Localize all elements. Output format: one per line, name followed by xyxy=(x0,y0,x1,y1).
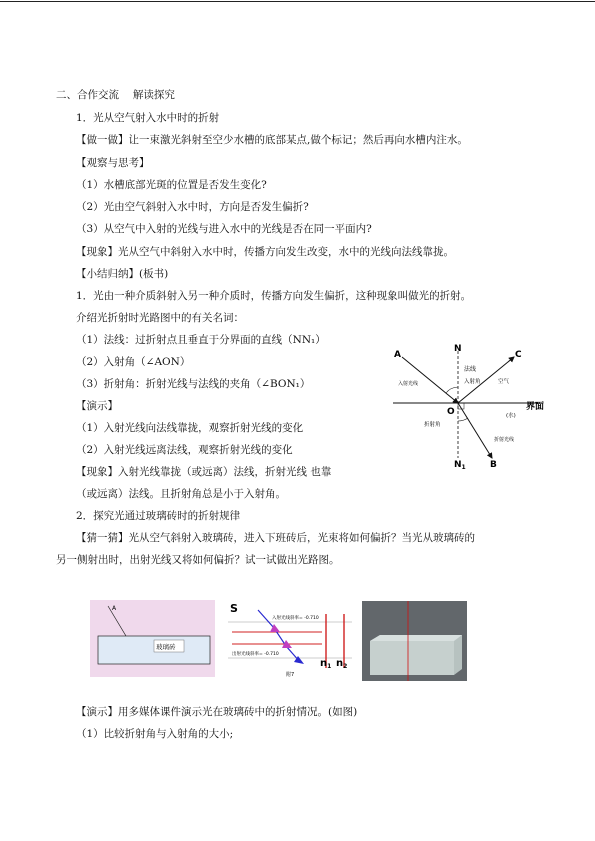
text-line-15: 【演示】 xyxy=(76,400,118,412)
label-n1: $N_1$ xyxy=(454,460,466,471)
label-normal: 法线 xyxy=(464,366,477,373)
incident-ray xyxy=(402,357,458,403)
text-line-8: 【现象】光从空气中斜射入水中时，传播方向发生改变，水中的光线向法线靠拢。 xyxy=(76,246,454,258)
label-incident-angle: 入射角 xyxy=(464,379,481,385)
label-n: N xyxy=(454,344,462,354)
label-refracted-ray: 折射光线 xyxy=(494,437,515,443)
text-line-19: （或远离）法线。且折射角总是小于入射角。 xyxy=(76,488,286,500)
text-line-16: （1）入射光线向法线靠拢，观察折射光线的变化 xyxy=(76,422,304,434)
label-a: A xyxy=(394,350,401,360)
text-line-9: 【小结归纳】(板书) xyxy=(76,268,169,280)
label-b: B xyxy=(490,460,497,470)
incident-angle-arc xyxy=(446,387,458,393)
img2-label-fig: 附7 xyxy=(286,672,295,678)
img1-label-a: A xyxy=(112,605,117,612)
text-line-3: 【做一做】让一束激光斜射至空少水槽的底部某点,做个标记；然后再向水槽内注水。 xyxy=(76,134,468,146)
text-line-2: 1．光从空气射入水中时的折射 xyxy=(76,112,220,124)
text-line-21: 【猜一猜】光从空气斜射入玻璃砖，进入下班砖后，光束将如何偏折？当光从玻璃砖的 xyxy=(76,532,475,544)
label-c: C xyxy=(515,350,522,360)
img2-label-exit: 出射光线斜率= -0.710 xyxy=(232,652,279,657)
text-line-7: （3）从空气中入射的光线与进入水中的光线是否在同一平面内? xyxy=(76,223,372,235)
label-water: (水) xyxy=(506,413,516,419)
text-line-10: 1．光由一种介质斜射入另一种介质时，传播方向发生偏折，这种现象叫做光的折射。 xyxy=(76,290,472,302)
top-border-line xyxy=(0,1,595,2)
text-line-14: （3）折射角：折射光线与法线的夹角（∠BON₁） xyxy=(76,378,311,390)
text-line-23: 【演示】用多媒体课件演示光在玻璃砖中的折射情况。(如图) xyxy=(76,706,358,718)
label-incident-ray: 入射光线 xyxy=(398,381,419,387)
text-line-12: （1）法线：过折射点且垂直于分界面的直线（NN₁） xyxy=(76,334,326,346)
refraction-diagram xyxy=(388,343,558,473)
img1-label-glass: 玻璃砖 xyxy=(156,643,176,651)
refracted-ray xyxy=(458,403,492,458)
glass-block-3d-image xyxy=(362,601,467,681)
text-line-6: （2）光由空气斜射入水中时，方向是否发生偏折? xyxy=(76,201,309,213)
label-refraction-angle: 折射角 xyxy=(424,422,441,428)
glass-brick-simulation xyxy=(228,600,352,680)
text-line-1: 二、合作交流 解读探究 xyxy=(56,89,175,101)
img2-label-n2: $n_2$ xyxy=(336,658,348,670)
text-line-24: （1）比较折射角与入射角的大小; xyxy=(76,728,234,740)
img2-label-s: S xyxy=(230,602,238,615)
img2-label-n1: $n_1$ xyxy=(320,658,332,670)
text-line-13: （2）入射角（∠AON） xyxy=(76,356,191,368)
text-line-5: （1）水槽底部光斑的位置是否发生变化? xyxy=(76,179,267,191)
text-line-20: 2．探究光通过玻璃砖时的折射规律 xyxy=(76,510,241,522)
label-interface: 界面 xyxy=(526,402,545,412)
glass-brick-image xyxy=(90,600,215,677)
text-line-17: （2）入射光线远离法线，观察折射光线的变化 xyxy=(76,444,293,456)
label-o: O xyxy=(447,407,455,417)
label-air: 空气 xyxy=(498,379,510,385)
text-line-4: 【观察与思考】 xyxy=(76,157,150,169)
text-line-18: 【现象】入射光线靠拢（或远离）法线，折射光线 也靠 xyxy=(76,466,332,478)
img2-label-incident: 入射光线斜率= -0.710 xyxy=(272,616,319,621)
text-line-22: 另一侧射出时，出射光线又将如何偏折？试一试做出光路图。 xyxy=(56,554,340,566)
refraction-angle-arc xyxy=(458,418,468,421)
text-line-11: 介绍光折射时光路图中的有关名词： xyxy=(76,312,244,324)
